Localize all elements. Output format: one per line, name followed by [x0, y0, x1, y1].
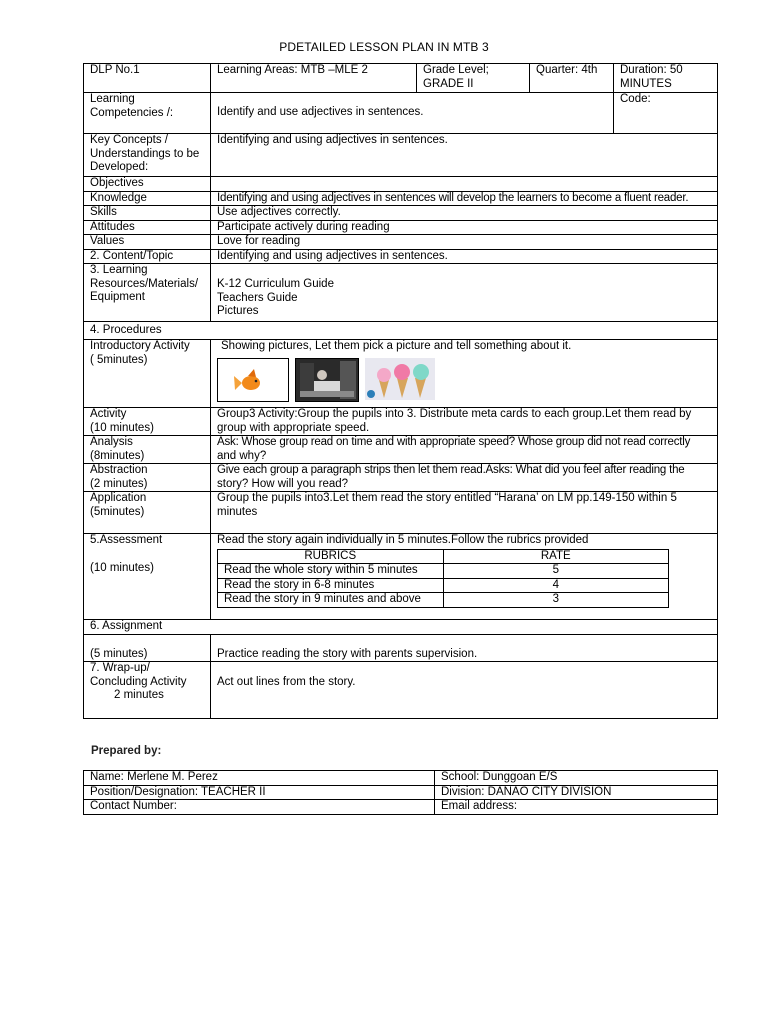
analysis-label-line: (8minutes): [90, 449, 145, 462]
rubric-row: [218, 593, 669, 608]
resource-item: K-12 Curriculum Guide: [217, 278, 334, 290]
resource-item: Teachers Guide: [217, 291, 298, 304]
duration-unit: MINUTES: [620, 77, 672, 90]
knowledge-label: Knowledge: [84, 191, 211, 206]
spacer: [90, 548, 204, 562]
analysis-label-line: Analysis: [90, 436, 133, 448]
competencies-text: Identify and use adjectives in sentences.: [217, 106, 424, 119]
assignment-minutes: [84, 635, 211, 662]
resources-label-line: Equipment: [90, 291, 145, 303]
assignment-label: 6. Assignment: [84, 620, 718, 635]
skills-row: [84, 206, 718, 221]
resources-label: [84, 264, 211, 322]
application-text: minutes: [217, 505, 258, 518]
attitudes-value: Participate actively during reading: [211, 220, 718, 235]
teacher-position: Position/Designation: TEACHER II: [84, 785, 435, 800]
values-value: Love for reading: [211, 235, 718, 250]
page-title: PDETAILED LESSON PLAN IN MTB 3: [279, 40, 489, 54]
email-address: Email address:: [435, 800, 718, 815]
activity-label: [84, 408, 211, 436]
code: Code:: [614, 93, 718, 134]
application-label-line: Application: [90, 492, 147, 504]
wrapup-label-line: 2 minutes: [114, 689, 164, 701]
analysis-text: and why?: [217, 449, 267, 462]
assignment-value: [211, 635, 718, 662]
assessment-instruction: Read the story again individually in 5 minutes.Follow the rubrics provided: [217, 534, 589, 546]
rubrics-header-row: [218, 549, 669, 564]
knowledge-value: Identifying and using adjectives in sentences will develop the learners to become a fluent reader.: [211, 191, 718, 206]
duration-label: Duration: 50: [620, 64, 683, 76]
prepared-by-label: Prepared by:: [91, 745, 162, 757]
teacher-name: Name: Merlene M. Perez: [84, 771, 435, 786]
photo-icon: [296, 359, 358, 401]
contact-number: Contact Number:: [84, 800, 435, 815]
goldfish-picture: [217, 358, 289, 402]
intro-label-line: Introductory Activity: [90, 340, 190, 352]
intro-label: [84, 340, 211, 408]
attitudes-label: Attitudes: [84, 220, 211, 235]
assignment-label-row: [84, 620, 718, 635]
content-label: 2. Content/Topic: [84, 249, 211, 264]
key-concepts-label-line: Key Concepts /: [90, 134, 168, 146]
assessment-value: [211, 534, 718, 620]
assessment-label: [84, 534, 211, 620]
signature-table: [83, 770, 718, 815]
values-row: [84, 235, 718, 250]
content-row: [84, 249, 718, 264]
resources-label-line: 3. Learning: [90, 264, 148, 276]
wrapup-row: [84, 662, 718, 719]
rubrics-table: [217, 549, 669, 608]
duration: [614, 64, 718, 93]
abstraction-value: [211, 464, 718, 492]
rate-header: RATE: [443, 549, 668, 564]
goldfish-icon: [218, 359, 288, 401]
wrapup-text: Act out lines from the story.: [217, 676, 356, 688]
application-value: [211, 492, 718, 534]
rubric-rate: 5: [443, 564, 668, 579]
wrapup-value: [211, 662, 718, 719]
key-concepts-label-line: Understandings to be: [90, 147, 200, 160]
activity-row: [84, 408, 718, 436]
abstraction-text: story? How will you read?: [217, 477, 349, 490]
assignment-minutes-text: (5 minutes): [90, 647, 148, 660]
activity-text: Group3 Activity:Group the pupils into 3. Distribute meta cards to each group.Let them read by: [217, 408, 692, 420]
abstraction-row: [84, 464, 718, 492]
activity-value: [211, 408, 718, 436]
resource-item: Pictures: [217, 305, 259, 317]
attitudes-row: [84, 220, 718, 235]
competencies-label-line: Learning: [90, 93, 135, 105]
header-row: [84, 64, 718, 93]
intro-value: [211, 340, 718, 408]
competencies-row: [84, 93, 718, 134]
rubric-rate: 4: [443, 578, 668, 593]
intro-row: [84, 340, 718, 408]
intro-text: Showing pictures, Let them pick a picture and tell something about it.: [221, 340, 572, 352]
abstraction-label: [84, 464, 211, 492]
ice-cream-icon: [365, 358, 435, 400]
competencies-value: [211, 93, 614, 134]
wrapup-label-line: Concluding Activity: [90, 675, 187, 688]
grade-level-value: GRADE II: [423, 77, 474, 90]
lesson-plan-table: [83, 63, 718, 719]
ice-cream-picture: [365, 358, 435, 400]
division-name: Division: DANAO CITY DIVISION: [435, 785, 718, 800]
abstraction-label-line: (2 minutes): [90, 477, 148, 490]
key-concepts-value: Identifying and using adjectives in sentences.: [211, 134, 718, 177]
learning-areas: Learning Areas: MTB –MLE 2: [211, 64, 417, 93]
resources-label-line: Resources/Materials/: [90, 277, 199, 290]
school-name: School: Dunggoan E/S: [435, 771, 718, 786]
analysis-text: Ask: Whose group read on time and with appropriate speed? Whose group did not read correctly: [217, 436, 691, 448]
assessment-row: [84, 534, 718, 620]
grade-level-label: Grade Level;: [423, 64, 489, 76]
application-label: [84, 492, 211, 534]
abstraction-text: Give each group a paragraph strips then let them read.Asks: What did you feel after reading the: [217, 464, 685, 476]
rubric-row: [218, 578, 669, 593]
dlp-number: DLP No.1: [84, 64, 211, 93]
wrapup-label: [84, 662, 211, 719]
signature-row: [84, 800, 718, 815]
assignment-text: Practice reading the story with parents supervision.: [217, 647, 478, 660]
rubrics-header: RUBRICS: [218, 549, 444, 564]
application-text: Group the pupils into3.Let them read the story entitled “Harana’ on LM pp.149-150 within 5: [217, 492, 677, 504]
rubric-criterion: Read the whole story within 5 minutes: [218, 564, 444, 579]
key-concepts-label: [84, 134, 211, 177]
rubric-criterion: Read the story in 6-8 minutes: [218, 578, 444, 593]
skills-label: Skills: [84, 206, 211, 221]
knowledge-row: [84, 191, 718, 206]
resources-row: [84, 264, 718, 322]
assessment-minutes: (10 minutes): [90, 561, 154, 574]
intro-label-line: ( 5minutes): [90, 353, 148, 366]
objectives-label: Objectives: [84, 177, 211, 192]
analysis-label: [84, 436, 211, 464]
rubric-rate: 3: [443, 593, 668, 608]
objectives-row: [84, 177, 718, 192]
content-value: Identifying and using adjectives in sentences.: [211, 249, 718, 264]
assessment-label-line: 5.Assessment: [90, 534, 163, 546]
application-label-line: (5minutes): [90, 505, 145, 518]
activity-text: group with appropriate speed.: [217, 421, 370, 434]
wrapup-label-line: 7. Wrap-up/: [90, 662, 150, 674]
procedures-row: [84, 322, 718, 340]
reading-photo: [295, 358, 359, 402]
signature-row: [84, 771, 718, 786]
activity-label-line: Activity: [90, 408, 127, 420]
values-label: Values: [84, 235, 211, 250]
picture-strip: [217, 358, 711, 402]
competencies-label: [84, 93, 211, 134]
objectives-empty: [211, 177, 718, 192]
assignment-row: [84, 635, 718, 662]
activity-label-line: (10 minutes): [90, 421, 154, 434]
procedures-label: 4. Procedures: [84, 322, 718, 340]
resources-value: [211, 264, 718, 322]
analysis-value: [211, 436, 718, 464]
key-concepts-label-line: Developed:: [90, 161, 149, 173]
competencies-label-line: Competencies /:: [90, 106, 174, 119]
rubric-row: [218, 564, 669, 579]
analysis-row: [84, 436, 718, 464]
signature-row: [84, 785, 718, 800]
abstraction-label-line: Abstraction: [90, 464, 148, 476]
rubric-criterion: Read the story in 9 minutes and above: [218, 593, 444, 608]
grade-level: [417, 64, 530, 93]
application-row: [84, 492, 718, 534]
key-concepts-row: [84, 134, 718, 177]
skills-value: Use adjectives correctly.: [211, 206, 718, 221]
quarter: Quarter: 4th: [530, 64, 614, 93]
